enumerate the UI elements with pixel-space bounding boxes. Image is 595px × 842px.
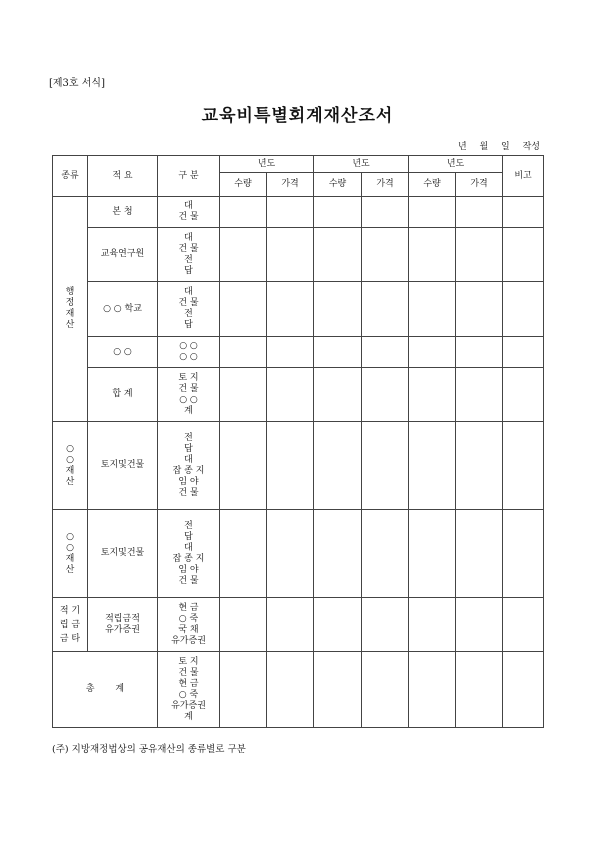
cell xyxy=(267,282,314,337)
header-quantity: 수량 xyxy=(314,173,362,197)
cell xyxy=(456,652,503,728)
row-name: ○ ○ xyxy=(88,337,158,368)
cell xyxy=(409,197,456,228)
group-property-3: ○ ○ 재 산 xyxy=(53,510,88,598)
row-categories: 토 지 건 물 ○ ○ 계 xyxy=(158,368,220,422)
header-price: 가격 xyxy=(267,173,314,197)
header-quantity: 수량 xyxy=(409,173,456,197)
cell xyxy=(456,368,503,422)
cell xyxy=(409,228,456,282)
cell xyxy=(362,197,409,228)
form-label: [제3호 서식] xyxy=(49,78,105,89)
cell xyxy=(362,337,409,368)
cell xyxy=(220,228,267,282)
cell xyxy=(409,282,456,337)
row-name: ○ ○ 학교 xyxy=(88,282,158,337)
cell xyxy=(362,510,409,598)
cell xyxy=(267,337,314,368)
cell xyxy=(456,228,503,282)
cell xyxy=(220,510,267,598)
cell xyxy=(362,652,409,728)
cell xyxy=(267,652,314,728)
header-year3: 년도 xyxy=(409,156,503,173)
cell xyxy=(362,368,409,422)
cell xyxy=(456,197,503,228)
cell xyxy=(503,228,544,282)
group-reserve-other: 적 기 립 금 금 타 xyxy=(53,598,88,652)
header-price: 가격 xyxy=(362,173,409,197)
row-categories: 현 금 ○ 죽 국 채 유가증권 xyxy=(158,598,220,652)
cell xyxy=(503,368,544,422)
row-categories: 대 건 물 xyxy=(158,197,220,228)
cell xyxy=(220,652,267,728)
header-type: 종류 xyxy=(53,156,88,197)
header-price: 가격 xyxy=(456,173,503,197)
header-remarks: 비고 xyxy=(503,156,544,197)
cell xyxy=(409,652,456,728)
cell xyxy=(456,510,503,598)
cell xyxy=(220,337,267,368)
row-name: 토지및건물 xyxy=(88,510,158,598)
cell xyxy=(314,282,362,337)
cell xyxy=(314,228,362,282)
cell xyxy=(409,337,456,368)
group-admin-property: 행 정 재 산 xyxy=(53,197,88,422)
cell xyxy=(456,337,503,368)
cell xyxy=(220,197,267,228)
cell xyxy=(409,598,456,652)
group-property-2: ○ ○ 재 산 xyxy=(53,422,88,510)
cell xyxy=(362,228,409,282)
cell xyxy=(409,368,456,422)
cell xyxy=(220,282,267,337)
cell xyxy=(267,228,314,282)
cell xyxy=(314,422,362,510)
cell xyxy=(267,510,314,598)
cell xyxy=(267,598,314,652)
header-name: 적 요 xyxy=(88,156,158,197)
header-quantity: 수량 xyxy=(220,173,267,197)
row-name: 합 계 xyxy=(88,368,158,422)
cell xyxy=(362,422,409,510)
cell xyxy=(503,422,544,510)
row-categories: 대 건 물 전 답 xyxy=(158,228,220,282)
cell xyxy=(220,422,267,510)
cell xyxy=(314,368,362,422)
cell xyxy=(456,422,503,510)
row-categories: 전 답 대 잡 종 지 임 야 건 물 xyxy=(158,422,220,510)
row-categories: ○ ○ ○ ○ xyxy=(158,337,220,368)
row-categories: 전 답 대 잡 종 지 임 야 건 물 xyxy=(158,510,220,598)
cell xyxy=(456,598,503,652)
cell xyxy=(314,337,362,368)
row-name: 적립금적 유가증권 xyxy=(88,598,158,652)
header-year2: 년도 xyxy=(314,156,409,173)
cell xyxy=(362,598,409,652)
cell xyxy=(314,197,362,228)
cell xyxy=(503,282,544,337)
cell xyxy=(267,368,314,422)
cell xyxy=(220,598,267,652)
cell xyxy=(456,282,503,337)
property-table xyxy=(52,155,544,728)
row-name: 토지및건물 xyxy=(88,422,158,510)
cell xyxy=(409,422,456,510)
footnote: (주) 지방재정법상의 공유재산의 종류별로 구분 xyxy=(52,744,246,755)
header-category: 구 분 xyxy=(158,156,220,197)
cell xyxy=(267,197,314,228)
date-line: 년 월 일 작성 xyxy=(457,142,540,152)
cell xyxy=(503,652,544,728)
cell xyxy=(314,652,362,728)
cell xyxy=(409,510,456,598)
header-year1: 년도 xyxy=(220,156,314,173)
cell xyxy=(503,598,544,652)
cell xyxy=(503,510,544,598)
row-categories: 대 건 물 전 답 xyxy=(158,282,220,337)
page-title: 교육비특별회계재산조서 xyxy=(201,106,394,126)
row-name: 본 청 xyxy=(88,197,158,228)
cell xyxy=(503,197,544,228)
cell xyxy=(267,422,314,510)
row-name: 교육연구원 xyxy=(88,228,158,282)
cell xyxy=(362,282,409,337)
row-categories: 토 지 건 물 현 금 ○ 죽 유가증권 계 xyxy=(158,652,220,728)
cell xyxy=(503,337,544,368)
grand-total-label: 총 계 xyxy=(53,652,158,728)
cell xyxy=(314,598,362,652)
cell xyxy=(220,368,267,422)
cell xyxy=(314,510,362,598)
